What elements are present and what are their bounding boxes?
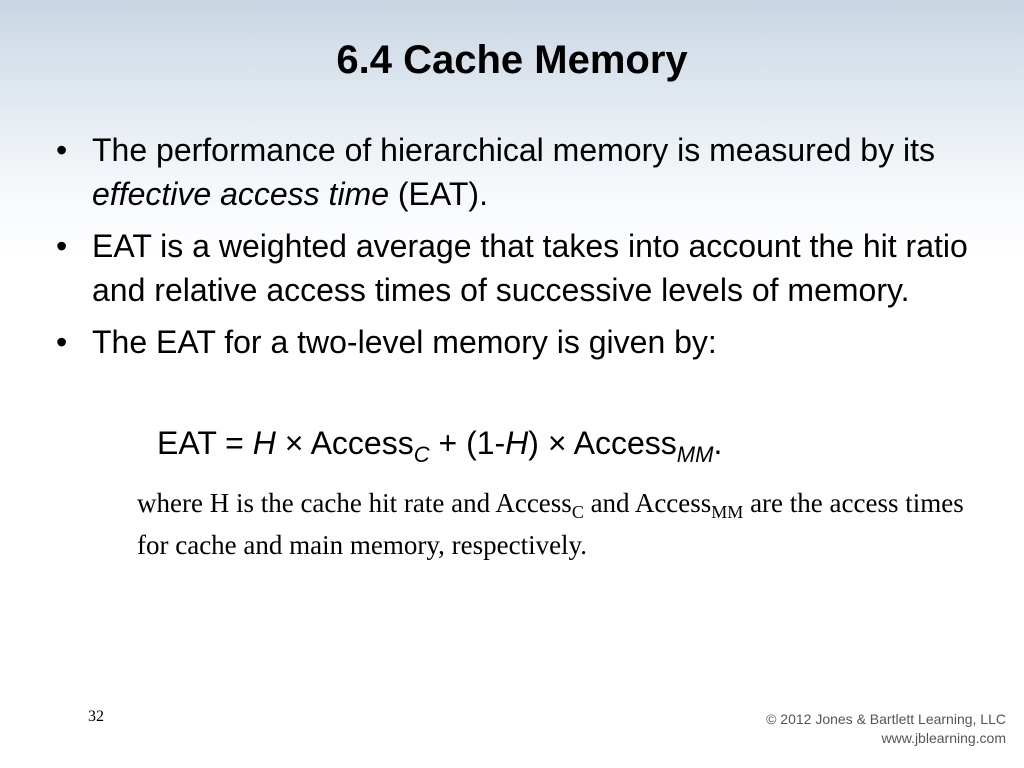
bullet-item — [56, 128, 976, 216]
bullet-item — [56, 224, 976, 312]
eat-formula — [157, 421, 722, 465]
note-text: are the access times for cache and main memory, respectively. — [137, 488, 964, 560]
formula-h: H — [252, 425, 276, 461]
formula-eat: EAT — [157, 425, 217, 461]
formula-close: ) — [528, 425, 539, 461]
formula-open: (1- — [466, 425, 506, 461]
bullet-marker: • — [56, 132, 68, 168]
bullet-text: The EAT for a two-level memory is given by: — [92, 324, 717, 360]
formula-note — [137, 482, 967, 566]
formula-access: Access — [310, 425, 414, 461]
note-text: where H is the cache hit rate and Access — [137, 488, 572, 518]
formula-period: . — [713, 425, 723, 461]
bullet-marker: • — [56, 228, 68, 264]
bullet-text: (EAT). — [389, 176, 488, 212]
page-number: 32 — [88, 708, 104, 725]
formula-times: × — [275, 425, 311, 461]
formula-times2: × — [538, 425, 574, 461]
copyright-text: © 2012 Jones & Bartlett Learning, LLC — [766, 711, 1006, 727]
formula-plus: + — [429, 425, 467, 461]
bullet-list — [56, 128, 976, 372]
publisher-website: www.jblearning.com — [881, 730, 1006, 746]
bullet-marker: • — [56, 324, 68, 360]
formula-h2: H — [505, 425, 529, 461]
formula-sub-mm: MM — [676, 442, 714, 467]
note-text: and Access — [583, 488, 712, 518]
emphasis-term: effective access time — [92, 176, 389, 212]
formula-access2: Access — [573, 425, 677, 461]
bullet-item — [56, 320, 976, 364]
bullet-text: The performance of hierarchical memory is measured by its — [92, 132, 935, 168]
bullet-text: EAT is a weighted average that takes into account the hit ratio and relative access times of successive levels of memory. — [92, 228, 968, 308]
formula-sub-c: C — [413, 442, 430, 467]
note-sub-mm: MM — [711, 502, 744, 522]
copyright-notice — [766, 710, 1006, 748]
slide-title: 6.4 Cache Memory — [336, 38, 688, 82]
formula-equals: = — [216, 425, 253, 461]
note-sub-c: C — [571, 502, 584, 522]
